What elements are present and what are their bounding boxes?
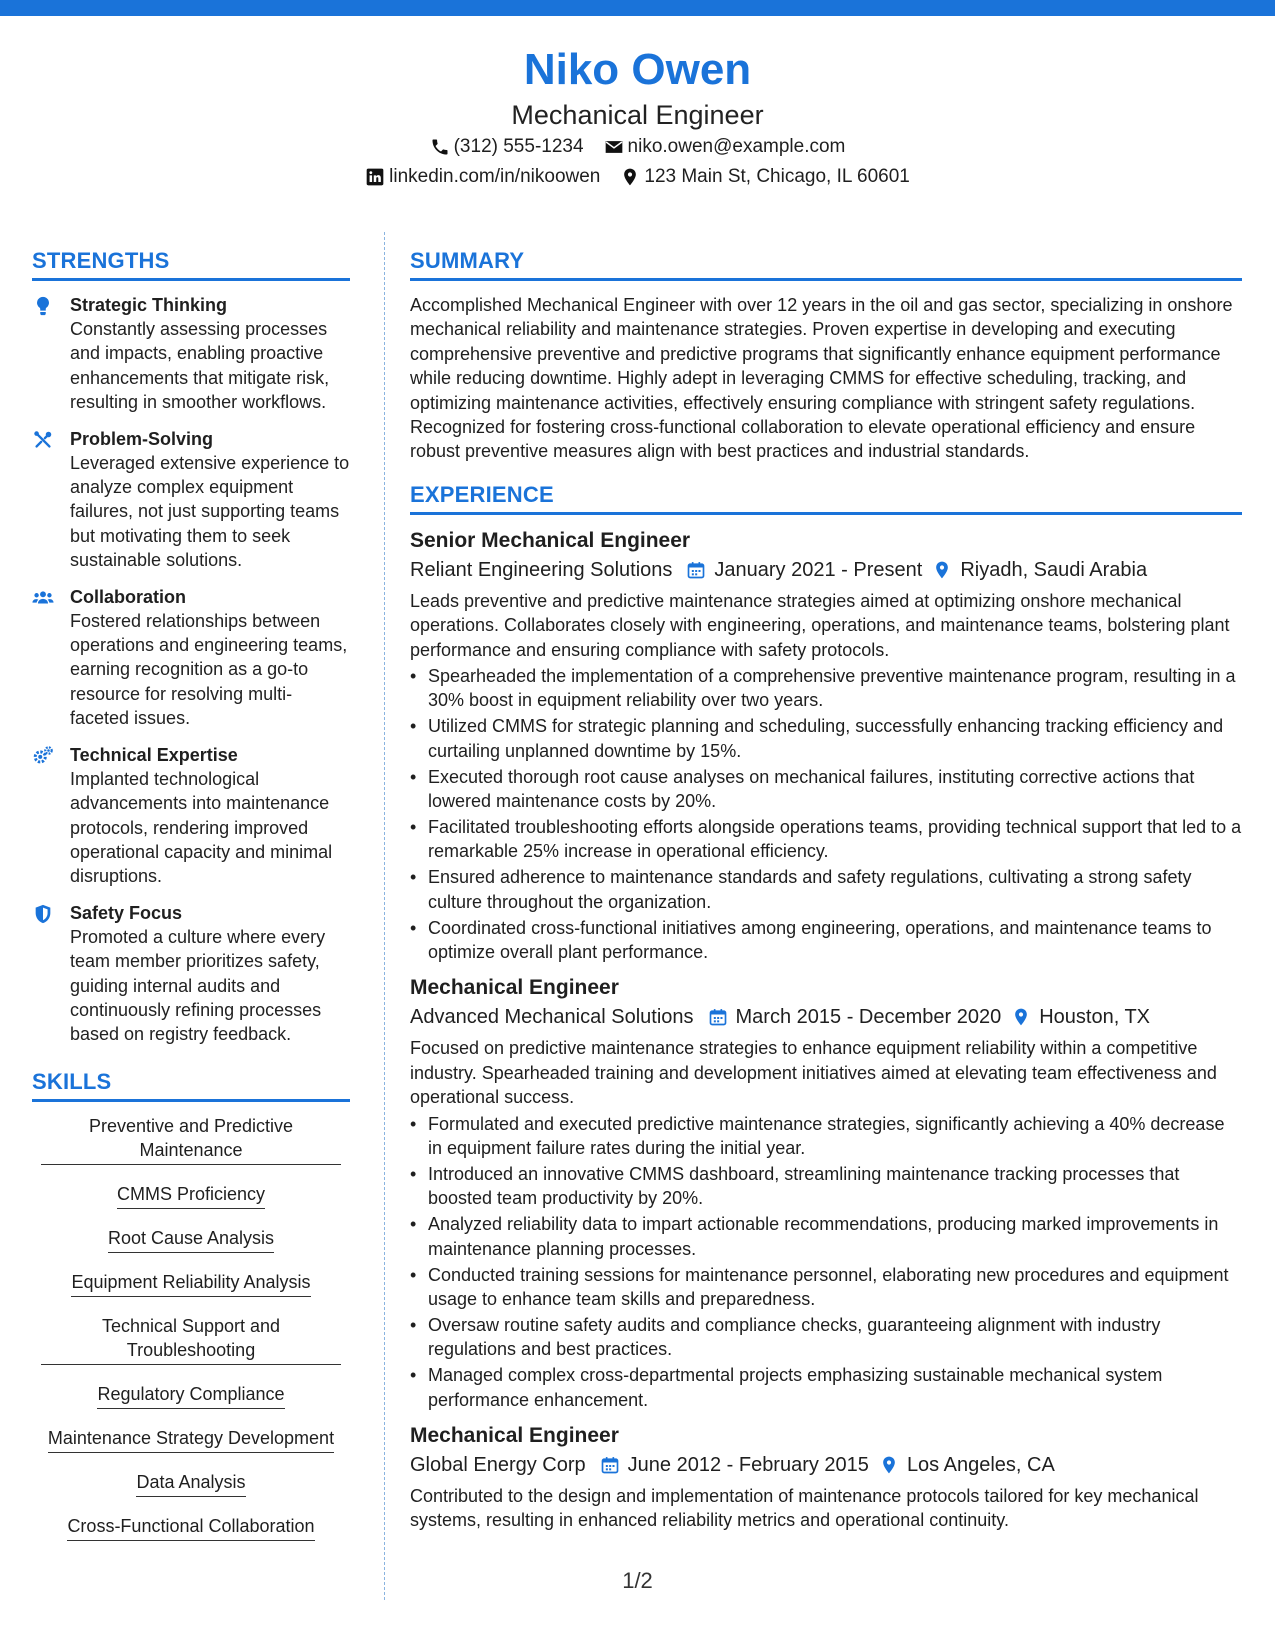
strength-desc: Leveraged extensive experience to analyze complex equipment failures, not just supporting teams but motivating them to seek sustainable solutions.	[70, 452, 350, 571]
calendar-icon	[600, 1455, 620, 1475]
contact-row-1	[0, 132, 1275, 162]
skills-heading: SKILLS	[32, 1069, 350, 1102]
job-dates: March 2015 - December 2020	[735, 1006, 1002, 1029]
strength-item	[32, 585, 350, 731]
skill-item: Cross-Functional Collaboration	[32, 1514, 350, 1541]
strength-title: Problem-Solving	[70, 428, 214, 449]
skill-item: Preventive and Predictive Maintenance	[32, 1114, 350, 1165]
job-location: Los Angeles, CA	[906, 1454, 1055, 1477]
job-company: Global Energy Corp	[410, 1454, 586, 1477]
job-location: Houston, TX	[1039, 1006, 1151, 1029]
job-meta	[410, 555, 1242, 585]
contact-row-2	[0, 162, 1275, 192]
map-pin-icon	[879, 1455, 899, 1475]
resume-header	[0, 44, 1275, 192]
map-pin-icon	[932, 560, 952, 580]
job-bullet: • Formulated and executed predictive maintenance strategies, significantly achieving a 40% decrease in equipment failure rates during the initial year.	[410, 1112, 1242, 1161]
skill-item: Root Cause Analysis	[32, 1226, 350, 1253]
job-entry	[410, 974, 1242, 1412]
job-dates: June 2012 - February 2015	[627, 1454, 869, 1477]
phone-icon	[430, 137, 450, 157]
job-description: Leads preventive and predictive maintenance strategies aimed at optimizing onshore mechanical operations. Collaborates closely with engineering, operations, and maintenance teams, bolstering plant performance and ensuring compliance with safety protocols.	[410, 590, 1230, 660]
job-description: Contributed to the design and implementation of maintenance protocols tailored for key mechanical systems, resulting in enhanced reliability metrics and operational continuity.	[410, 1486, 1199, 1531]
skill-item: Regulatory Compliance	[32, 1382, 350, 1409]
skill-item: Data Analysis	[32, 1470, 350, 1497]
left-column	[32, 248, 350, 1558]
summary-text: Accomplished Mechanical Engineer with over 12 years in the oil and gas sector, specializing in onshore mechanical reliability and maintenance strategies. Proven expertise in developing and executing comprehensive preventive and predictive programs that significantly enhance equipment performance while reducing downtime. Highly adept in leveraging CMMS for effective scheduling, tracking, and optimizing maintenance activities, effectively ensuring compliance with stringent safety regulations. Recognized for fostering cross-functional collaboration to elevate operational efficiency and ensure robust preventive measures align with best practices and industrial standards.	[410, 295, 1233, 462]
experience-list	[410, 527, 1242, 1533]
job-bullet: • Facilitated troubleshooting efforts alongside operations teams, providing technical support that led to a remarkable 25% increase in operational efficiency.	[410, 815, 1242, 864]
job-company: Advanced Mechanical Solutions	[410, 1006, 694, 1029]
gears-icon	[32, 745, 54, 767]
job-bullet: • Oversaw routine safety audits and compliance checks, guaranteeing alignment with industry regulations and best practices.	[410, 1313, 1242, 1362]
strength-title: Safety Focus	[70, 902, 183, 923]
strength-title: Technical Expertise	[70, 744, 238, 765]
strength-item	[32, 743, 350, 889]
job-bullet: • Utilized CMMS for strategic planning and scheduling, successfully enhancing tracking efficiency and curtailing unplanned downtime by 15%.	[410, 714, 1242, 763]
job-dates-item	[686, 555, 922, 585]
calendar-icon	[708, 1007, 728, 1027]
phone-item	[430, 132, 584, 162]
right-column	[410, 248, 1242, 1533]
strength-desc: Fostered relationships between operations and engineering teams, earning recognition as a go-to resource for resolving multi-faceted issues.	[70, 610, 348, 729]
experience-heading: EXPERIENCE	[410, 482, 1242, 515]
job-bullet: • Ensured adherence to maintenance standards and safety regulations, cultivating a strong safety culture throughout the organization.	[410, 865, 1242, 914]
job-meta	[410, 1450, 1242, 1480]
map-pin-icon	[1011, 1007, 1031, 1027]
address-item	[620, 162, 909, 192]
top-accent-bar	[0, 0, 1275, 16]
job-bullet: • Coordinated cross-functional initiatives among engineering, operations, and maintenance teams to optimize overall plant performance.	[410, 916, 1242, 965]
job-title: Mechanical Engineer	[410, 1424, 619, 1448]
strength-title: Strategic Thinking	[70, 295, 228, 315]
job-bullet: • Introduced an innovative CMMS dashboard, streamlining maintenance tracking processes that boosted team productivity by 20%.	[410, 1162, 1242, 1211]
job-title: Mechanical Engineer	[410, 976, 619, 1000]
strength-desc: Constantly assessing processes and impacts, enabling proactive enhancements that mitigate risk, resulting in smoother workflows.	[70, 319, 330, 413]
shield-icon	[32, 903, 54, 925]
strength-item	[32, 901, 350, 1047]
job-bullet: • Managed complex cross-departmental projects emphasizing sustainable mechanical system performance enhancement.	[410, 1363, 1242, 1412]
job-description: Focused on predictive maintenance strategies to enhance equipment reliability within a competitive industry. Spearheaded training and development initiatives aimed at elevating team effectiveness and operational success.	[410, 1038, 1217, 1108]
lightbulb-icon	[32, 295, 54, 317]
job-company: Reliant Engineering Solutions	[410, 558, 673, 581]
skill-item: CMMS Proficiency	[32, 1182, 350, 1209]
job-bullets	[410, 664, 1242, 964]
map-pin-icon	[620, 167, 640, 187]
page-number: 1/2	[622, 1568, 653, 1593]
users-icon	[32, 587, 54, 609]
tools-icon	[32, 429, 54, 451]
strengths-heading: STRENGTHS	[32, 248, 350, 281]
skill-item: Technical Support and Troubleshooting	[32, 1314, 350, 1365]
skill-item: Equipment Reliability Analysis	[32, 1270, 350, 1297]
email-text: niko.owen@example.com	[627, 136, 846, 157]
envelope-icon	[604, 137, 624, 157]
strength-item	[32, 427, 350, 573]
strength-title: Collaboration	[70, 586, 186, 607]
column-divider	[384, 232, 385, 1600]
candidate-role: Mechanical Engineer	[511, 100, 764, 130]
job-location-item	[932, 555, 1147, 585]
job-dates-item	[708, 1002, 1002, 1032]
job-bullet: • Conducted training sessions for maintenance personnel, elaborating new procedures and equipment usage to enhance team skills and preparedness.	[410, 1263, 1242, 1312]
job-location-item	[1011, 1002, 1150, 1032]
strength-desc: Promoted a culture where every team member prioritizes safety, guiding internal audits and continuously refining processes based on registry feedback.	[70, 926, 326, 1045]
linkedin-text: linkedin.com/in/nikoowen	[389, 166, 601, 187]
skill-item: Maintenance Strategy Development	[32, 1426, 350, 1453]
job-meta	[410, 1002, 1242, 1032]
job-location-item	[879, 1450, 1055, 1480]
job-dates-item	[600, 1450, 869, 1480]
strength-desc: Implanted technological advancements into maintenance protocols, rendering improved operational capacity and minimal disruptions.	[70, 768, 333, 887]
candidate-name: Niko Owen	[523, 45, 752, 94]
job-bullet: • Spearheaded the implementation of a comprehensive preventive maintenance program, resulting in a 30% boost in equipment reliability over two years.	[410, 664, 1242, 713]
strength-item	[32, 293, 350, 415]
job-bullet: • Analyzed reliability data to impart actionable recommendations, producing marked improvements in maintenance planning processes.	[410, 1212, 1242, 1261]
job-bullets	[410, 1112, 1242, 1412]
job-bullet: • Executed thorough root cause analyses on mechanical failures, instituting corrective actions that lowered maintenance costs by 20%.	[410, 765, 1242, 814]
summary-heading: SUMMARY	[410, 248, 1242, 281]
address-text: 123 Main St, Chicago, IL 60601	[644, 166, 910, 187]
email-item	[604, 132, 846, 162]
skills-list	[32, 1114, 350, 1541]
job-entry	[410, 1422, 1242, 1533]
job-entry	[410, 527, 1242, 965]
linkedin-item	[365, 162, 600, 192]
linkedin-icon	[365, 167, 385, 187]
job-title: Senior Mechanical Engineer	[410, 528, 691, 552]
job-dates: January 2021 - Present	[714, 558, 923, 581]
phone-text: (312) 555-1234	[453, 136, 584, 157]
calendar-icon	[686, 560, 706, 580]
job-location: Riyadh, Saudi Arabia	[960, 558, 1148, 581]
